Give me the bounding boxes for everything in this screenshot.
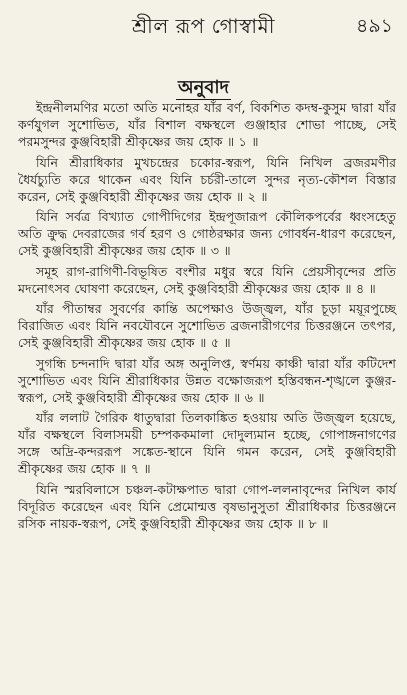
verse-paragraph-6: সুগন্ধি চন্দনাদি দ্বারা যাঁর অঙ্গ অনুলিপ্ত, স্বর্ণময় কাঞ্চী দ্বারা যাঁর কটিদেশ সুশোভিত এবং যিনি শ্রীরাধিকার উন্নত বক্ষোজরূপ হস্তিবন্ধন-শৃঙ্খলে কুঞ্জর-স্বরূপ, সেই কুঞ্জবিহারী শ্রীকৃষ্ণের জয় হোক ॥ ৬ ॥ <box>18 355 396 405</box>
verse-paragraph-1: ইন্দ্রনীলমণির মতো অতি মনোহর যাঁর বর্ণ, বিকশিত কদম্ব-কুসুম দ্বারা যাঁর কর্ণযুগল সুশোভিত, যাঁর বিশাল বক্ষস্থলে গুঞ্জাহার শোভা পাচ্ছে, সেই পরমসুন্দর কুঞ্জবিহারী শ্রীকৃষ্ণের জয় হোক ॥ ১ ॥ <box>18 100 396 149</box>
verse-paragraph-2: যিনি শ্রীরাধিকার মুখচন্দ্রের চকোর-স্বরূপ, যিনি নিখিল ব্রজরমণীর ধৈর্যচ্যুতি করে থাকেন এবং যিনি চর্চরী-তালে সুন্দর নৃত্য-কৌশল বিস্তার করেন, সেই কুঞ্জবিহারী শ্রীকৃষ্ণের জয় হোক ॥ ২ ॥ <box>18 154 396 204</box>
verse-paragraph-8: যিনি স্মরবিলাসে চঞ্চল-কটাক্ষপাত দ্বারা গোপ-ললনাবৃন্দের নিখিল কার্য বিদূরিত করেছেন এবং যিনি প্রেমোন্মত্ত বৃষভানুসুতা শ্রীরাধিকার চিত্তরঞ্জনে রসিক নায়ক-স্বরূপ, সেই কুঞ্জবিহারী শ্রীকৃষ্ণের জয় হোক ॥ ৮ ॥ <box>18 481 396 531</box>
section-heading-text: অনুবাদ <box>177 77 230 98</box>
running-header-title: শ্রীল রূপ গোস্বামী <box>132 14 275 38</box>
translation-body <box>18 99 396 535</box>
verse-paragraph-3: যিনি সর্বত্র বিখ্যাত গোপীদিগের ইন্দ্রপূজারূপ কৌলিকপর্বের ধ্বংসহেতু অতি ক্রুদ্ধ দেবরাজের গর্ব হরণ ও গোষ্ঠরক্ষার জন্য গোবর্ধন-ধারণ করেছেন, সেই কুঞ্জবিহারী শ্রীকৃষ্ণের জয় হোক ॥ ৩ ॥ <box>18 209 396 258</box>
verse-paragraph-5: যাঁর পীতাম্বর সুবর্ণের কান্তি অপেক্ষাও উজ্জ্বল, যাঁর চূড়া ময়ূরপুচ্ছে বিরাজিত এবং যিনি নবযৌবনে সুশোভিত ব্রজনারীগণের চিত্তরঞ্জনে তৎপর, সেই কুঞ্জবিহারী শ্রীকৃষ্ণের জয় হোক ॥ ৫ ॥ <box>18 301 396 350</box>
running-header <box>0 8 407 42</box>
verse-paragraph-7: যাঁর ললাট গৈরিক ধাতুদ্বারা তিলকাঙ্কিত হওয়ায় অতি উজ্জ্বল হয়েছে, যাঁর বক্ষস্থলে বিলাসময়ী চম্পককমালা দোদুল্যমান হচ্ছে, গোপাঙ্গনাগণের সঙ্গে অদ্রি-কন্দররূপ সঙ্কেত-স্থানে যিনি গমন করেন, সেই কুঞ্জবিহারী শ্রীকৃষ্ণের জয় হোক ॥ ৭ ॥ <box>18 410 396 476</box>
verse-paragraph-4: সমূহ রাগ-রাগিণী-বিভূষিত বংশীর মধুর স্বরে যিনি প্রেয়সীবৃন্দের প্রতি মদনোৎসব ঘোষণা করেছেন, সেই কুঞ্জবিহারী শ্রীকৃষ্ণের জয় হোক ॥ ৪ ॥ <box>18 263 396 296</box>
page-number: ৪৯১ <box>356 15 393 37</box>
